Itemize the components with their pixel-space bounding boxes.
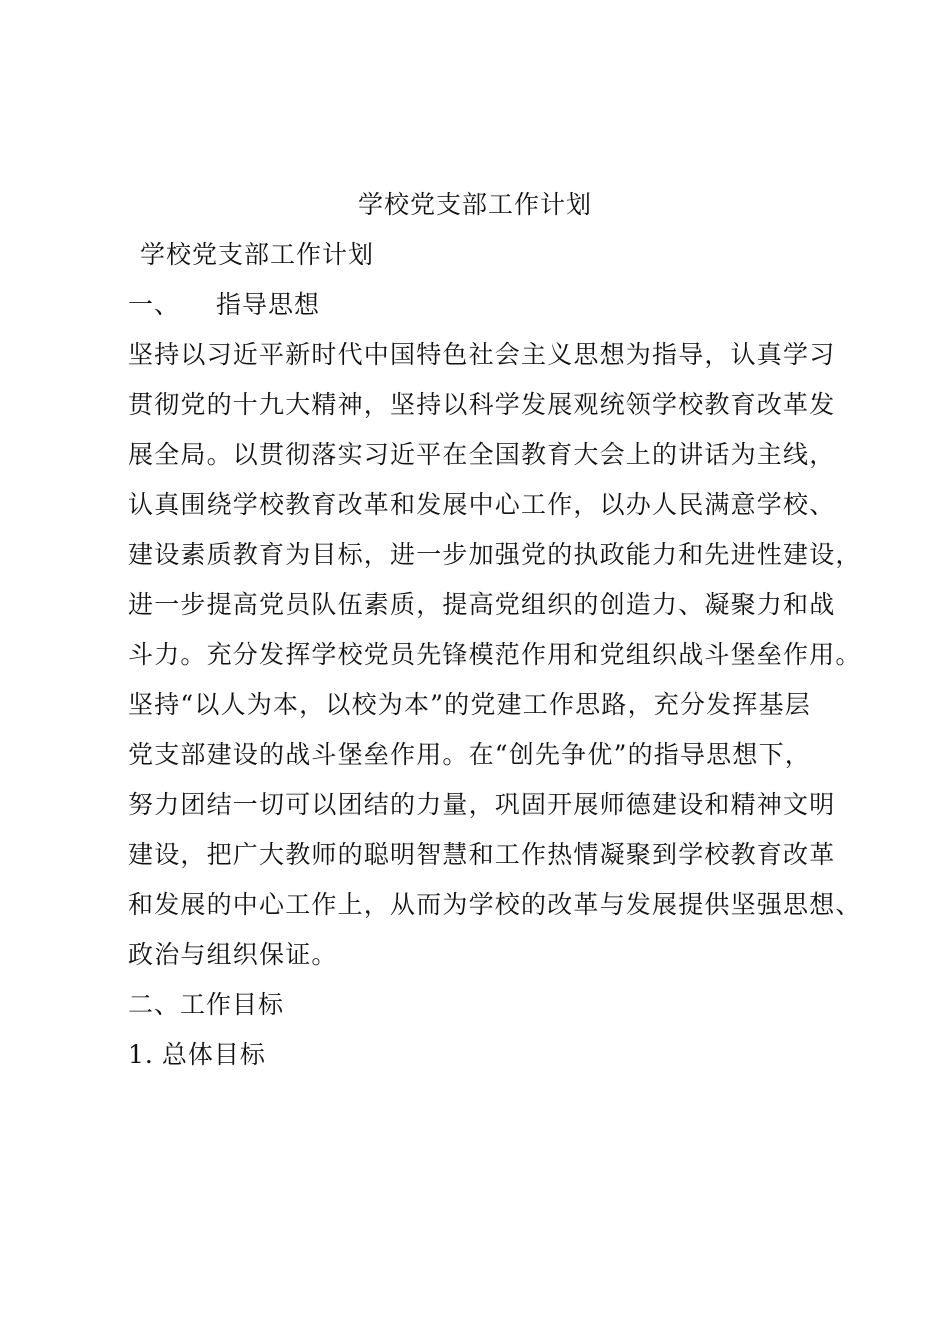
subsection-heading-overall-goal xyxy=(128,1038,266,1072)
paragraph-line: 进一步提高党员队伍素质，提高党组织的创造力、凝聚力和战 xyxy=(128,590,836,619)
paragraph-line: 建设素质教育为目标，进一步加强党的执政能力和先进性建设， xyxy=(128,540,862,569)
document-title: 学校党支部工作计划 xyxy=(357,190,592,219)
paragraph-line: 党支部建设的战斗堡垒作用。在“创先争优”的指导思想下， xyxy=(128,740,811,769)
subsection-title: 总体目标 xyxy=(161,1040,266,1069)
paragraph-line: 努力团结一切可以团结的力量，巩固开展师德建设和精神文明 xyxy=(128,790,836,819)
paragraph-line: 坚持以习近平新时代中国特色社会主义思想为指导，认真学习 xyxy=(128,340,836,369)
paragraph-line: 展全局。以贯彻落实习近平在全国教育大会上的讲话为主线， xyxy=(128,440,836,469)
section-heading-guiding-thought xyxy=(128,288,320,322)
subsection-number: 1. xyxy=(128,1040,154,1069)
paragraph-line: 斗力。充分发挥学校党员先锋模范作用和党组织战斗堡垒作用。 xyxy=(128,640,862,669)
paragraph-line: 建设，把广大教师的聪明智慧和工作热情凝聚到学校教育改革 xyxy=(128,840,836,869)
paragraph-line: 政治与组织保证。 xyxy=(128,940,338,969)
section-number: 一、 xyxy=(128,290,181,319)
paragraph-line: 和发展的中心工作上，从而为学校的改革与发展提供坚强思想、 xyxy=(128,890,862,919)
section-title: 指导思想 xyxy=(216,290,321,319)
paragraph-line: 认真围绕学校教育改革和发展中心工作，以办人民满意学校、 xyxy=(128,490,836,519)
paragraph-line: 坚持“以人为本，以校为本”的党建工作思路，充分发挥基层 xyxy=(128,690,811,719)
section-number: 二、 xyxy=(128,990,181,1019)
document-subtitle: 学校党支部工作计划 xyxy=(140,240,375,269)
section-title: 工作目标 xyxy=(180,990,285,1019)
paragraph-line: 贯彻党的十九大精神，坚持以科学发展观统领学校教育改革发 xyxy=(128,390,836,419)
section-heading-work-goals xyxy=(128,988,284,1022)
